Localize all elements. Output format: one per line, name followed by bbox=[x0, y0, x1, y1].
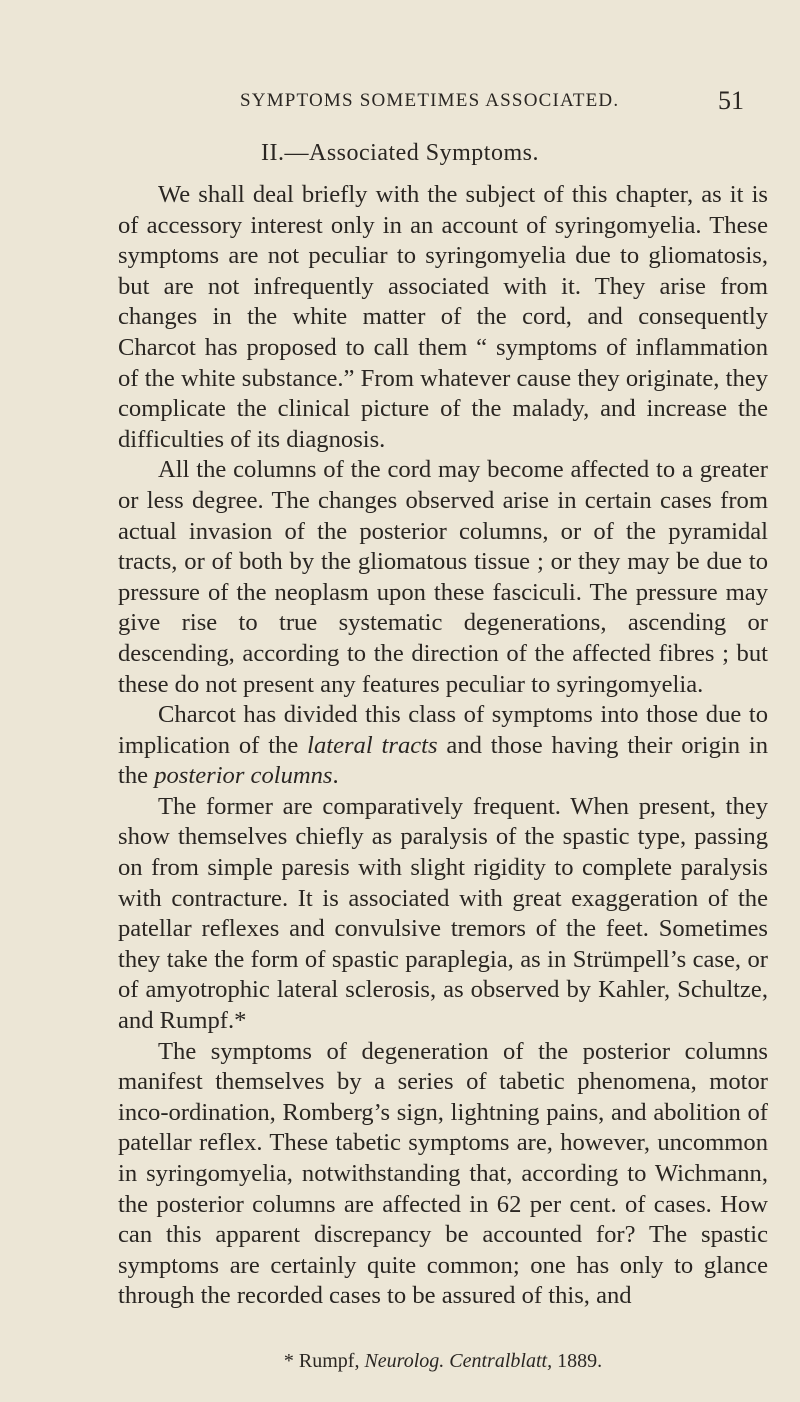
body-text bbox=[118, 180, 768, 1312]
paragraph-4: The former are comparatively frequent. When present, they show themselves chiefly as paralysis of the spastic type, passing on from simple paresis with slight rigidity to complete paralysis with contracture. It is associated with great exaggeration of the patellar reflexes and convulsive tremors of the feet. Sometimes they take the form of spastic paraplegia, as in Strümpell’s case, or of amyotrophic lateral sclerosis, as observed by Kahler, Schultze, and Rumpf.* bbox=[118, 792, 768, 1035]
paragraph-3-text-end: . bbox=[332, 762, 339, 790]
running-title: SYMPTOMS SOMETIMES ASSOCIATED. bbox=[240, 90, 620, 111]
footnote-author: * Rumpf, bbox=[283, 1350, 365, 1372]
footnote bbox=[118, 1350, 768, 1373]
paragraph-3-text-start: Charcot has divided this class of symptoms into those due to implication of the bbox=[118, 701, 768, 759]
footnote-year: 1889. bbox=[552, 1350, 603, 1372]
running-head bbox=[0, 80, 800, 120]
section-heading: II.—Associated Symptoms. bbox=[261, 140, 539, 166]
paragraph-5: The symptoms of degeneration of the posterior columns manifest themselves by a series of tabetic phenomena, motor inco-ordination, Romberg’s sign, lightning pains, and abolition of patellar reflex. These tabetic symptoms are, however, uncommon in syringomyelia, notwithstanding that, according to Wichmann, the posterior columns are affected in 62 per cent. of cases. How can this apparent discrepancy be accounted for? The spastic symptoms are certainly quite common; one has only to glance through the recorded cases to be assured of this, and bbox=[118, 1037, 768, 1310]
paragraph-2: All the columns of the cord may become affected to a greater or less degree. The changes observed arise in certain cases from actual invasion of the posterior columns, or of the pyramidal tracts, or of both by the gliomatous tissue ; or they may be due to pressure of the neoplasm upon these fasciculi. The pressure may give rise to true systematic degenerations, ascending or descending, according to the direction of the affected fibres ; but these do not present any features peculiar to syringomyelia. bbox=[118, 456, 768, 698]
paragraph-3 bbox=[118, 700, 768, 792]
posterior-columns-term: posterior columns bbox=[154, 762, 333, 790]
paragraph-3-text-mid: and those having their origin in the bbox=[118, 731, 768, 790]
paragraph-1: We shall deal briefly with the subject of this chapter, as it is of accessory interest only in an account of syringomyelia. These symptoms are not peculiar to syringomyelia due to gliomatosis, but are not infrequently associated with it. They arise from changes in the white matter of the cord, and consequently Charcot has proposed to call them “ symptoms of inflammation of the white substance.” From whatever cause they originate, they complicate the clinical picture of the malady, and increase the difficulties of its diagnosis. bbox=[118, 181, 768, 453]
footnote-journal: Neurolog. Centralblatt, bbox=[364, 1350, 553, 1372]
page-number: 51 bbox=[718, 86, 744, 115]
lateral-tracts-term: lateral tracts bbox=[307, 731, 438, 759]
